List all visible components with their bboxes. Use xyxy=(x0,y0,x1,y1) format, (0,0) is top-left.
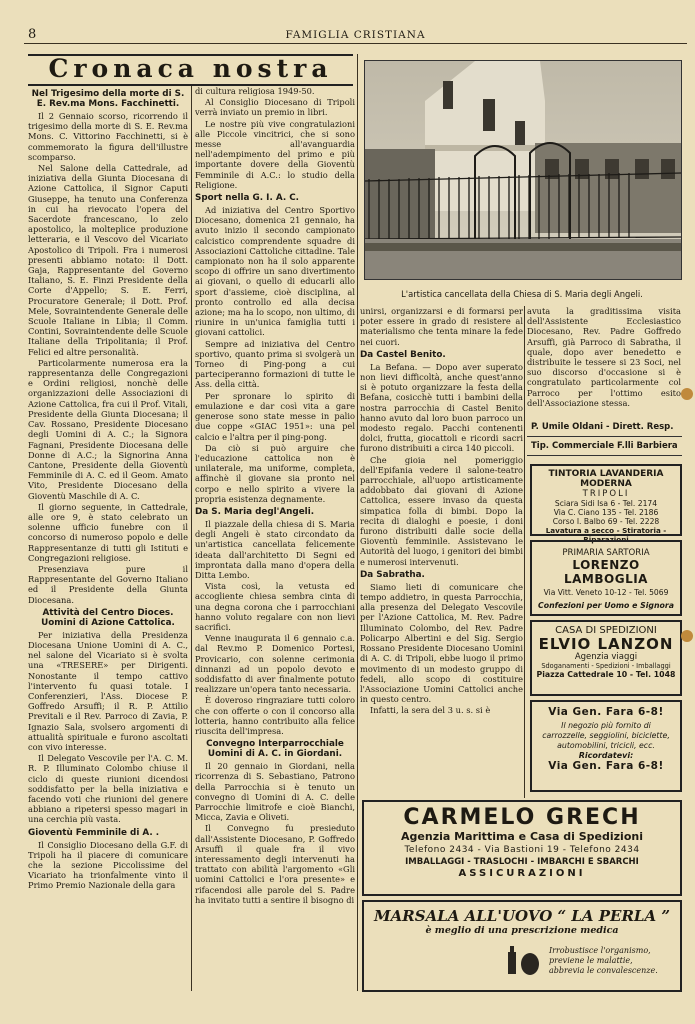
paragraph: Il Delegato Vescovile per l'A. C. M. R. P. Illuminato Colombo chiuse il ciclo di queste riunioni dicendosi soddisfatto per la bella iniziativa e facendo voti che riunioni del genere abbiano a ripetersi spesso magari in una cerchia più vasta. xyxy=(28,753,188,825)
article-heading: Nel Trigesimo della morte di S. E. Rev.ma Mons. Facchinetti. xyxy=(31,89,185,109)
paragraph: Da ciò si può arguire che l'educazione cattolica non è unilaterale, ma uniforme, completa, affinchè il giovane sia pronto nel corpo e nello spirito a vivere la propria esistenza degnamente. xyxy=(195,442,355,504)
church-gate-illustration xyxy=(365,61,681,279)
banner-title: Cronaca nostra xyxy=(48,54,333,83)
paragraph: avuta la graditissima visita dell'Assistente Ecclesiastico Diocesano, Rev. Padre Goffredo Arsuffi, già Parroco di Sabratha, il quale, dopo aver benedetto e distribuite le tessere si 23 Soci, nel suo discorso d'occasione si è congratulato particolarmente col Parroco per l'ottimo esito dell'Associazione stessa. xyxy=(527,306,681,408)
article-heading: Gioventù Femminile di A. . xyxy=(28,827,160,838)
paragraph: Le nostre più vive congratulazioni alle Piccole vincitrici, che si sono messe all'avanguardia nell'adempimento del primo e più importante dovere della Gioventù Femminile di A.C.: lo studio della Religione. xyxy=(195,118,355,190)
ad-top-line: Via Gen. Fara 6-8! xyxy=(548,706,664,718)
ad-tagline: Confezioni per Uomo e Signora xyxy=(537,601,674,610)
article-column-2 xyxy=(195,86,355,991)
ad-address: Sciara Sidi Isa 6 - Tel. 2174 xyxy=(554,499,658,508)
ad-phones: Telefono 2434 - Via Bastioni 19 - Telefono 2434 xyxy=(404,845,640,855)
paragraph: Sempre ad iniziativa del Centro sportivo, quanto prima si svolgerà un Torneo di Ping-pong a cui parteciperanno formazioni di tutte le Ass. della città. xyxy=(195,338,355,390)
paragraph: È doveroso ringraziare tutti coloro che con offerte o con il concorso alla lotteria, hanno contribuito alla felice riuscita dell'impresa. xyxy=(195,695,355,736)
column-rule xyxy=(524,306,525,798)
ad-grech xyxy=(362,800,682,896)
section-banner xyxy=(28,54,353,86)
ad-reminder: Ricordatevi: xyxy=(578,751,634,760)
paragraph: Siamo lieti di comunicare che tempo addietro, in questa Parrocchia, alla presenza del Delegato Vescovile per l'Azione Cattolica, M. Rev. Padre Illuminato Colombo, del Rev. Padre Policarpo Albertini e del Sig. Sergio Rossano Presidente Diocesano Uomini di A. C. di Tripoli, ebbe luogo il primo movimento di un modesto gruppo di fedeli, allo scopo di costituire l'Associazione Uomini Cattolici anche in questo centro. xyxy=(360,581,523,705)
article-heading: Da S. Maria degl'Angeli. xyxy=(195,506,315,517)
ad-name: ELVIO LANZON xyxy=(538,635,674,653)
ad-title: MARSALA ALL'UOVO “ LA PERLA ” xyxy=(374,907,670,925)
ad-title: TINTORIA LAVANDERIA MODERNA xyxy=(548,469,664,489)
ad-sartoria xyxy=(530,540,682,616)
paragraph: Il Convegno fu presieduto dall'Assistente Diocesano, P. Goffredo Arsuffi il quale fra il vivo interessamento degli intervenuti ha trattato con abilità l'argomento «Gli uomini Cattolici e l'ora presente» e rifacendosi alle parole del S. Padre ha invitato tutti a sentire il bisogno di xyxy=(195,823,355,905)
binder-hole xyxy=(681,630,693,642)
paragraph: Il 2 Gennaio scorso, ricorrendo il trigesimo della morte di S. E. Rev.ma Mons. C. Vittorino Facchinetti, si è commemorato la figura dell'illustre scomparso. xyxy=(28,111,188,162)
article-heading: Da Sabratha. xyxy=(360,569,425,580)
article-heading: Convegno Interparrocchiale Uomini di A. C. in Giordani. xyxy=(206,739,344,760)
article-column-1 xyxy=(28,86,188,991)
ad-line: abbrevia le convalescenze. xyxy=(549,966,658,975)
column-rule xyxy=(357,54,358,991)
paragraph: Il 20 gennaio in Giordani, nella ricorrenza di S. Sebastiano, Patrono della Parrocchia si è tenuto un convegno di Uomini di A. C. delle Parrocchie limitrofe e cioè Bianchi, Micca, Zavia e Oliveti. xyxy=(195,761,355,823)
publication-title: FAMIGLIA CRISTIANA xyxy=(285,29,426,41)
binder-hole xyxy=(681,388,693,400)
ad-bottom-line: Via Gen. Fara 6-8! xyxy=(548,760,664,772)
ad-insurance: ASSICURAZIONI xyxy=(458,868,586,879)
ad-services: Sdoganamenti - Spedizioni - Imballaggi xyxy=(541,662,671,670)
ad-name: CARMELO GRECH xyxy=(403,805,641,830)
paragraph: Venne inaugurata il 6 gennaio c.a. dal Rev.mo P. Domenico Portesi, Provicario, con solenne cerimonia dinnanzi ad un popolo devoto e soddisfatto di aver finalmente potuto realizzare un'opera tanto necessaria. xyxy=(195,633,355,695)
paragraph: Presenziava pure il Rappresentante del Governo Italiano ed il Presidente della Giunta Diocesana. xyxy=(28,563,188,605)
article-column-3 xyxy=(360,306,523,793)
ad-subtitle: Agenzia Marittima e Casa di Spedizioni xyxy=(401,830,643,843)
column-rule xyxy=(191,86,192,991)
director-line: P. Umile Oldani - Dirett. Resp. xyxy=(527,418,682,437)
ad-subtitle: è meglio di una prescrizione medica xyxy=(425,925,619,936)
article-column-4 xyxy=(527,306,681,414)
ad-tintoria xyxy=(530,464,682,544)
article-heading: Da Castel Benito. xyxy=(360,349,446,360)
page-header xyxy=(24,27,687,44)
ad-name: LORENZO LAMBOGLIA xyxy=(564,558,648,586)
ad-line: Irrobustisce l'organismo, xyxy=(549,946,651,955)
article-heading: Attività del Centro Dioces. Uomini di Azione Cattolica. xyxy=(41,607,175,628)
ad-subtitle: Agenzia viaggi xyxy=(574,652,638,662)
ad-city: TRIPOLI xyxy=(582,489,630,499)
paragraph: La Befana. — Dopo aver superato non lievi difficoltà, anche quest'anno si è potuto organizzare la festa della Befana, cosicchè tutti i bambini della nostra parrocchia di Castel Benito hanno avuto dal loro buon parroco un modesto regalo. Pacchi contenenti dolci, frutta, giocattoli e ricordi sacri furono distribuiti a circa 140 piccoli. xyxy=(360,361,523,454)
ad-address: Piazza Cattedrale 10 - Tel. 1048 xyxy=(536,670,676,679)
paragraph: Particolarmente numerosa era la rappresentanza delle Congregazioni e Ordini religiosi, nonchè delle organizzazioni delle Associazioni di Azione Cattolica, fra cui il Prof. Vitali, Presidente della Giunta Diocesana; il Cav. Rossano, Presidente Diocesano degli Uomini di A. C.; la Signora Fagnani, Presidente Diocesana delle Donne di A.C.; la Signorina Anna Cantone, Presidente della Gioventù Femminile di A. C. ed il Geom. Amato Vito, Presidente Diocesano della Gioventù Maschile di A. C. xyxy=(28,357,188,501)
ad-fara xyxy=(530,700,682,792)
paragraph: Il piazzale della chiesa di S. Maria degli Angeli è stato circondato da un'artistica cancellata felicemente ideata dall'architetto Di Segni ed improntata dalla mano d'opera della Ditta Lembo. xyxy=(195,518,355,580)
bottle-icon xyxy=(504,942,544,976)
paragraph: unirsi, organizzarsi e di formarsi per poter essere in grado di resistere al materialismo che tenta minare la fede nei cuori. xyxy=(360,306,523,347)
paragraph: Al Consiglio Diocesano di Tripoli verrà inviato un premio in libri. xyxy=(195,97,355,118)
ad-line: previene le malattie, xyxy=(549,956,633,965)
masthead-credits xyxy=(527,418,682,456)
paragraph: Nel Salone della Cattedrale, ad iniziativa della Giunta Diocesana di Azione Cattolica, il Signor Caputi Giuseppe, ha tenuto una Conferenza in cui ha rievocato l'opera del Sacerdote francescano, lo zelo apostolico, la molteplice produzione letteraria, e il Vescovo del Vicariato Apostolico di Tripoli. Fra i numerosi presenti abbiamo notato: il Dott. Gaja, Rappresentante del Governo Italiano, S. E. Finzi Presidente della Corte d'Appello; S. E. Ferri, Procuratore Generale; il Dott. Prof. Mele, Sovraintendente Generale delle Scuole Italiane in Libia; il Comm. Contini, Sovraintendente delle Scuole Italiane della Tripolitania; il Prof. Felici ed altre personalità. xyxy=(28,163,188,357)
paragraph: Vista così, la vetusta ed accogliente chiesa sembra cinta di una degna corona che i parrocchiani hanno voluto regalare con non lievi sacrifici. xyxy=(195,581,355,632)
paragraph: di cultura religiosa 1949-50. xyxy=(195,86,315,96)
ad-marsala xyxy=(362,900,682,992)
page-number: 8 xyxy=(28,27,37,42)
ad-top-line: CASA DI SPEDIZIONI xyxy=(555,625,657,636)
paragraph: Il giorno seguente, in Cattedrale, alle ore 9, è stato celebrato un solenne ufficio funebre con il concorso di numeroso popolo e delle Rappresentanze di tutti gli Istituti e Congregazioni religiose. xyxy=(28,501,188,563)
paragraph: Per iniziativa della Presidenza Diocesana Unione Uomini di A. C., nel salone del Vicariato si è svolta una «TRESERE» per Dirigenti. Nonostante il tempo cattivo l'intervento fu quasi totale. I Conferenzieri, l'Ass. Diocese P. Goffredo Arsuffi; il R. P. Attilio Previtali e il Rev. Parroco di Zavia, P. Ignazio Sala, svolsero argomenti di attualità spirituale e furono ascoltati con vivo interesse. xyxy=(28,629,188,752)
ad-address: Corso I. Balbo 69 - Tel. 2228 xyxy=(552,517,660,526)
paragraph: Che gioia nel pomeriggio dell'Epifania vedere il salone-teatro parrocchiale, all'uopo artisticamente addobbato dai giovani di Azione Cattolica, essere invaso da questa simpatica folla di bimbi. Dopo la recita di dialoghi e poesie, i doni furono distribuiti dalle socie della Gioventù femminile. Assistevano le Autorità del luogo, i genitori dei bimbi e numerosi intervenuti. xyxy=(360,454,523,567)
ad-address: Via C. Ciano 135 - Tel. 2186 xyxy=(553,508,659,517)
ad-address: Via Vitt. Veneto 10-12 - Tel. 5069 xyxy=(543,588,669,597)
printer-line: Tip. Commerciale F.lli Barbiera xyxy=(527,437,682,456)
ad-lanzon xyxy=(530,620,682,696)
photo-caption: L'artistica cancellata della Chiesa di S. Maria degli Angeli. xyxy=(401,289,643,299)
article-heading: Sport nella G. I. A. C. xyxy=(195,193,300,204)
paragraph: Per spronare lo spirito di emulazione e dar così vita a gare generose sono state messe in palio due coppe «GIAC 1951»: una pel calcio e l'altra per il ping-pong. xyxy=(195,390,355,442)
church-photo xyxy=(364,60,682,280)
paragraph: Ad iniziativa del Centro Sportivo Diocesano, domenica 21 gennaio, ha avuto inizio il secondo campionato calcistico comprendente squadre di Associazioni Cattoliche cittadine. Tale campionato non ha il solo apparente scopo di offrire un sano divertimento ai giovani, o quello di educarli allo sport d'assieme, cioè disciplina, al pronto controllo ed alla decisa azione; ma ha lo scopo, non ultimo, di riunire in un'unica famiglia tutti i giovani cattolici. xyxy=(195,205,355,338)
paragraph: Infatti, la sera del 3 u. s. si è xyxy=(370,705,491,716)
ad-services: Lavatura a secco - Stiratoria - Riparazioni xyxy=(545,526,667,544)
paragraph: Il Consiglio Diocesano della G.F. di Tripoli ha il piacere di comunicare che la sezione Piccolissime del Vicariato ha trionfalmente vinto il Primo Premio Nazionale della gara xyxy=(28,839,188,891)
ad-body: Il negozio più fornito di carrozzelle, seggiolini, biciclette, automobilini, tricicli, ecc. xyxy=(542,721,670,750)
ad-services: IMBALLAGGI - TRASLOCHI - IMBARCHI E SBARCHI xyxy=(405,857,639,867)
ad-top-line: PRIMARIA SARTORIA xyxy=(562,548,650,558)
